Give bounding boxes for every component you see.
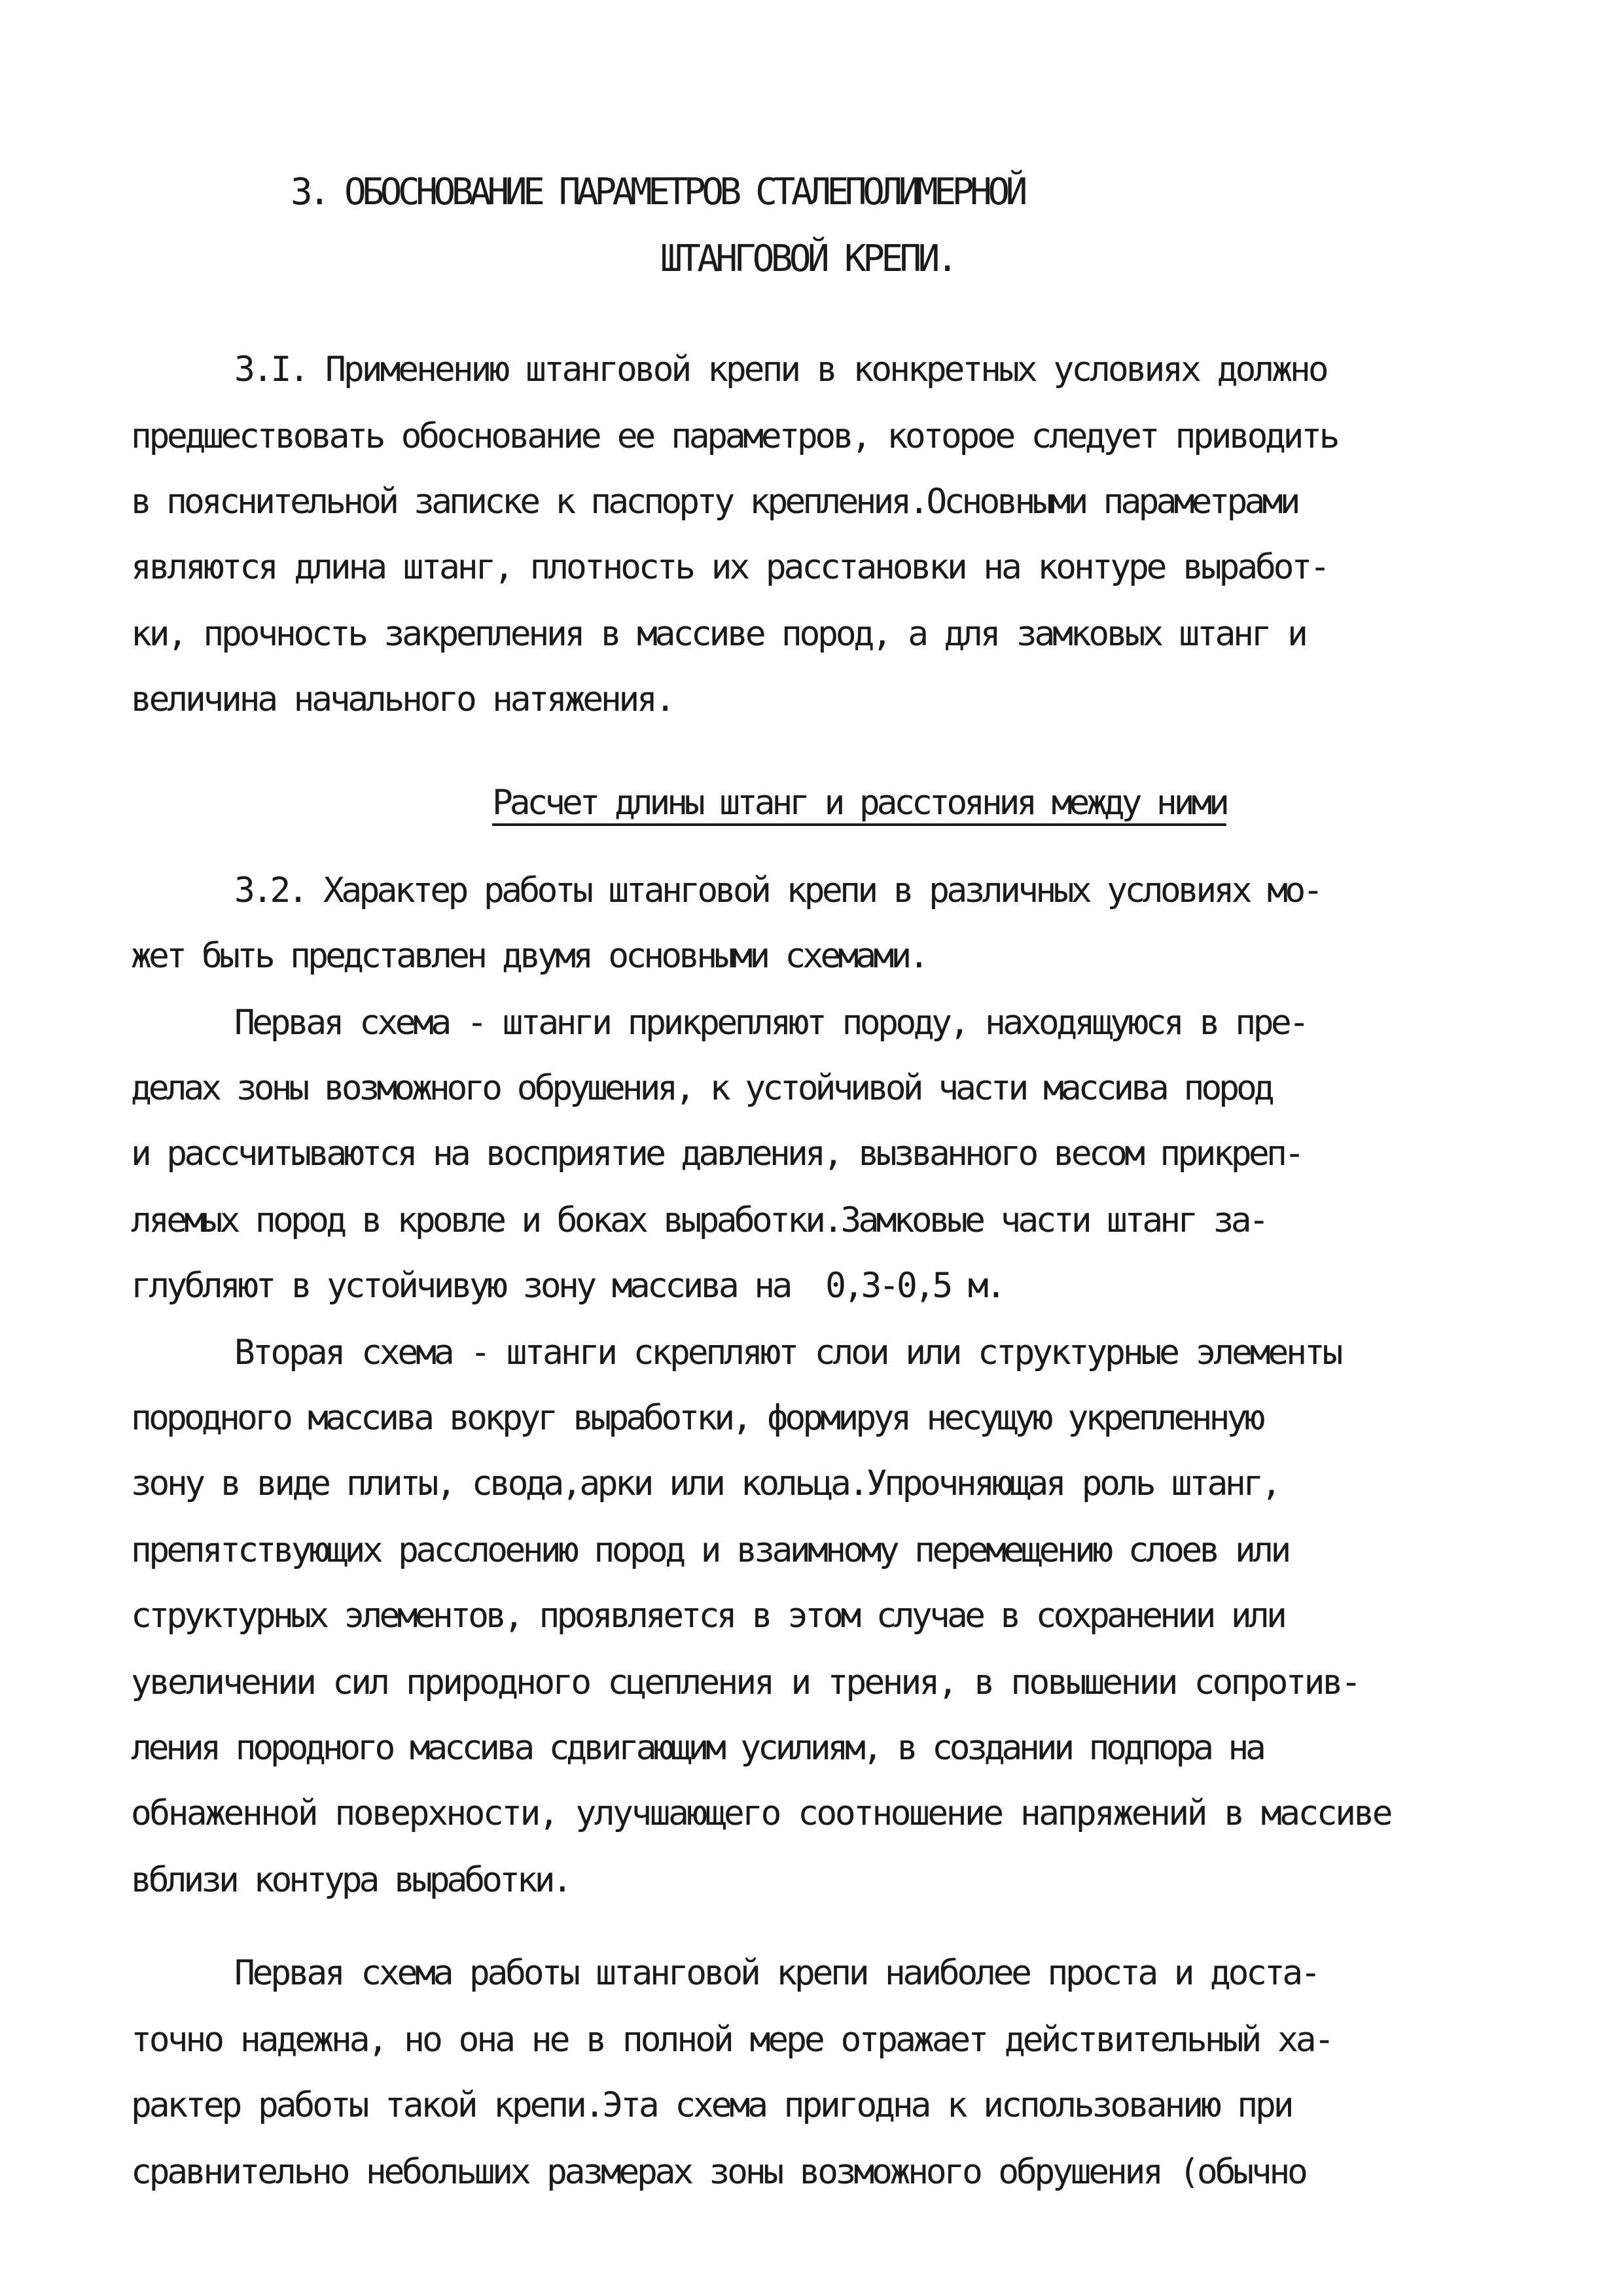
second-scheme-line: структурных элементов, проявляется в этом случае в сохранении или [131, 1596, 1285, 1636]
comparison-line: сравнительно небольших размерах зоны возможного обрушения (обычно [131, 2152, 1306, 2192]
comparison-line: Первая схема работы штанговой крепи наиболее проста и доста- [234, 1953, 1319, 1993]
section-3-1-line: 3.I. Применению штанговой крепи в конкретных условиях должно [234, 350, 1327, 389]
first-scheme-line: глубляют в устойчивую зону массива на 0,3-0,5 м. [131, 1266, 1004, 1306]
comparison-line: точно надежна, но она не в полной мере отражает действительный ха- [131, 2020, 1332, 2060]
second-scheme-line: зону в виде плиты, свода,арки или кольца.Упрочняющая роль штанг, [131, 1463, 1279, 1503]
section-3-1-line: предшествовать обоснование ее параметров, которое следует приводить [131, 416, 1338, 456]
second-scheme-line: увеличении сил природного сцепления и трения, в повышении сопротив- [131, 1662, 1359, 1702]
section-3-2-line: 3.2. Характер работы штанговой крепи в различных условиях мо- [234, 870, 1321, 910]
first-scheme-line: делах зоны возможного обрушения, к устойчивой части массива пород [131, 1068, 1272, 1108]
first-scheme-line: Первая схема - штанги прикрепляют породу, находящуюся в пре- [234, 1003, 1307, 1043]
section-3-1-line: величина начального натяжения. [131, 679, 673, 719]
title-line-1: 3. ОБОСНОВАНИЕ ПАРАМЕТРОВ СТАЛЕПОЛИМЕРНОЙ [291, 171, 1024, 213]
second-scheme-line: Вторая схема - штанги скрепляют слои или структурные элементы [234, 1333, 1341, 1372]
comparison-line: рактер работы такой крепи.Эта схема пригодна к использованию при [131, 2085, 1292, 2125]
second-scheme-line: препятствующих расслоению пород и взаимному перемещению слоев или [131, 1530, 1289, 1570]
section-3-1-line: ки, прочность закрепления в массиве пород, а для замковых штанг и [131, 614, 1306, 654]
section-3-1-line: в пояснительной записке к паспорту крепления.Основными параметрами [131, 482, 1298, 522]
subheading: Расчет длины штанг и расстояния между ними [492, 783, 1226, 823]
section-3-2-line: жет быть представлен двумя основными схемами. [131, 936, 927, 976]
second-scheme-line: обнаженной поверхности, улучшающего соотношение напряжений в массиве [131, 1793, 1391, 1833]
first-scheme-line: и рассчитываются на восприятие давления, вызванного весом прикреп- [131, 1134, 1302, 1174]
section-3-1-line: являются длина штанг, плотность их расстановки на контуре выработ- [131, 547, 1328, 587]
second-scheme-line: вблизи контура выработки. [131, 1860, 570, 1900]
second-scheme-line: ления породного массива сдвигающим усилиям, в создании подпора на [131, 1728, 1263, 1768]
second-scheme-line: породного массива вокруг выработки, формируя несущую укрепленную [131, 1398, 1262, 1438]
title-line-2: ШТАНГОВОЙ КРЕПИ. [660, 238, 955, 280]
first-scheme-line: ляемых пород в кровле и боках выработки.Замковые части штанг за- [131, 1200, 1266, 1240]
